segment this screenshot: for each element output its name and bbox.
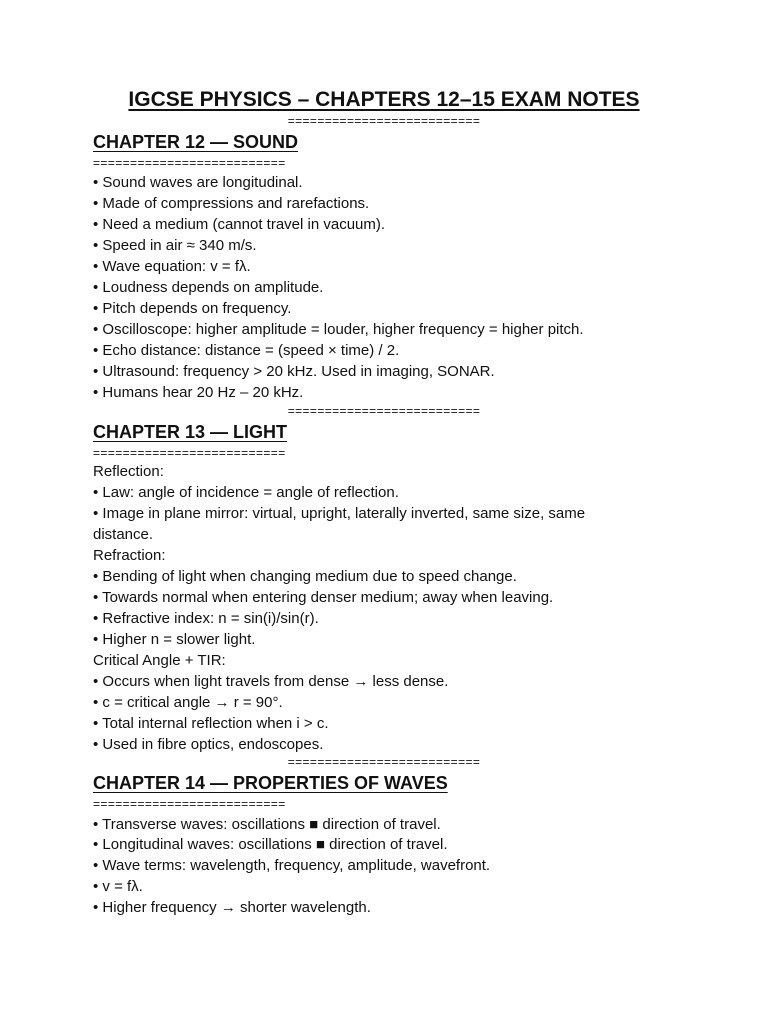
chapter-12-line: • Loudness depends on amplitude. — [93, 279, 324, 296]
chapter-13-line: • Law: angle of incidence = angle of reflection. — [93, 484, 399, 501]
chapter-13-subheading-refraction: Refraction: — [93, 547, 166, 564]
chapter-12-line: • Need a medium (cannot travel in vacuum). — [93, 216, 386, 233]
chapter-12-line: • Oscilloscope: higher amplitude = louder, higher frequency = higher pitch. — [93, 321, 584, 338]
chapter-14-line: • Wave terms: wavelength, frequency, amplitude, wavefront. — [93, 857, 491, 874]
chapter-13-line: • Towards normal when entering denser medium; away when leaving. — [93, 589, 554, 606]
chapter-13-line: • Occurs when light travels from dense → less dense. — [93, 673, 449, 690]
chapter-13-heading-separator: ========================== — [93, 446, 286, 460]
chapter-12-heading-separator: ========================== — [93, 156, 286, 170]
title-separator: ========================== — [287, 114, 481, 128]
chapter-12-line: • Made of compressions and rarefactions. — [93, 195, 370, 212]
chapter-12-line: • Sound waves are longitudinal. — [93, 174, 303, 191]
page-title: IGCSE PHYSICS – CHAPTERS 12–15 EXAM NOTES — [128, 88, 640, 111]
chapter-13-heading: CHAPTER 13 — LIGHT — [93, 422, 288, 442]
chapter-14-line: • Longitudinal waves: oscillations ■ direction of travel. — [93, 836, 448, 853]
chapter-14-line: • v = fλ. — [93, 878, 143, 895]
chapter-13-line: • Image in plane mirror: virtual, upright, laterally inverted, same size, same — [93, 505, 586, 522]
chapter-13-line: • Higher n = slower light. — [93, 631, 256, 648]
chapter-13-subheading-reflection: Reflection: — [93, 463, 164, 480]
chapter-13-line: • c = critical angle → r = 90°. — [93, 694, 283, 711]
chapter-12-end-separator: ========================== — [287, 404, 481, 418]
chapter-12-line: • Speed in air ≈ 340 m/s. — [93, 237, 257, 254]
chapter-12-heading: CHAPTER 12 — SOUND — [93, 132, 299, 152]
chapter-13-line: • Used in fibre optics, endoscopes. — [93, 736, 324, 753]
chapter-13-line: • Refractive index: n = sin(i)/sin(r). — [93, 610, 319, 627]
chapter-13-line: • Total internal reflection when i > c. — [93, 715, 329, 732]
chapter-13-line: • Bending of light when changing medium due to speed change. — [93, 568, 517, 585]
chapter-14-heading-separator: ========================== — [93, 797, 286, 811]
chapter-13-line: distance. — [93, 526, 154, 543]
chapter-14-line: • Higher frequency → shorter wavelength. — [93, 899, 371, 916]
chapter-12-line: • Ultrasound: frequency > 20 kHz. Used in imaging, SONAR. — [93, 363, 495, 380]
chapter-12-line: • Echo distance: distance = (speed × time) / 2. — [93, 342, 400, 359]
chapter-14-heading: CHAPTER 14 — PROPERTIES OF WAVES — [93, 773, 448, 793]
chapter-12-line: • Humans hear 20 Hz – 20 kHz. — [93, 384, 304, 401]
chapter-12-line: • Pitch depends on frequency. — [93, 300, 292, 317]
chapter-12-line: • Wave equation: v = fλ. — [93, 258, 251, 275]
chapter-13-end-separator: ========================== — [287, 755, 481, 769]
chapter-13-subheading-critical-angle: Critical Angle + TIR: — [93, 652, 226, 669]
chapter-14-line: • Transverse waves: oscillations ■ direction of travel. — [93, 816, 441, 833]
